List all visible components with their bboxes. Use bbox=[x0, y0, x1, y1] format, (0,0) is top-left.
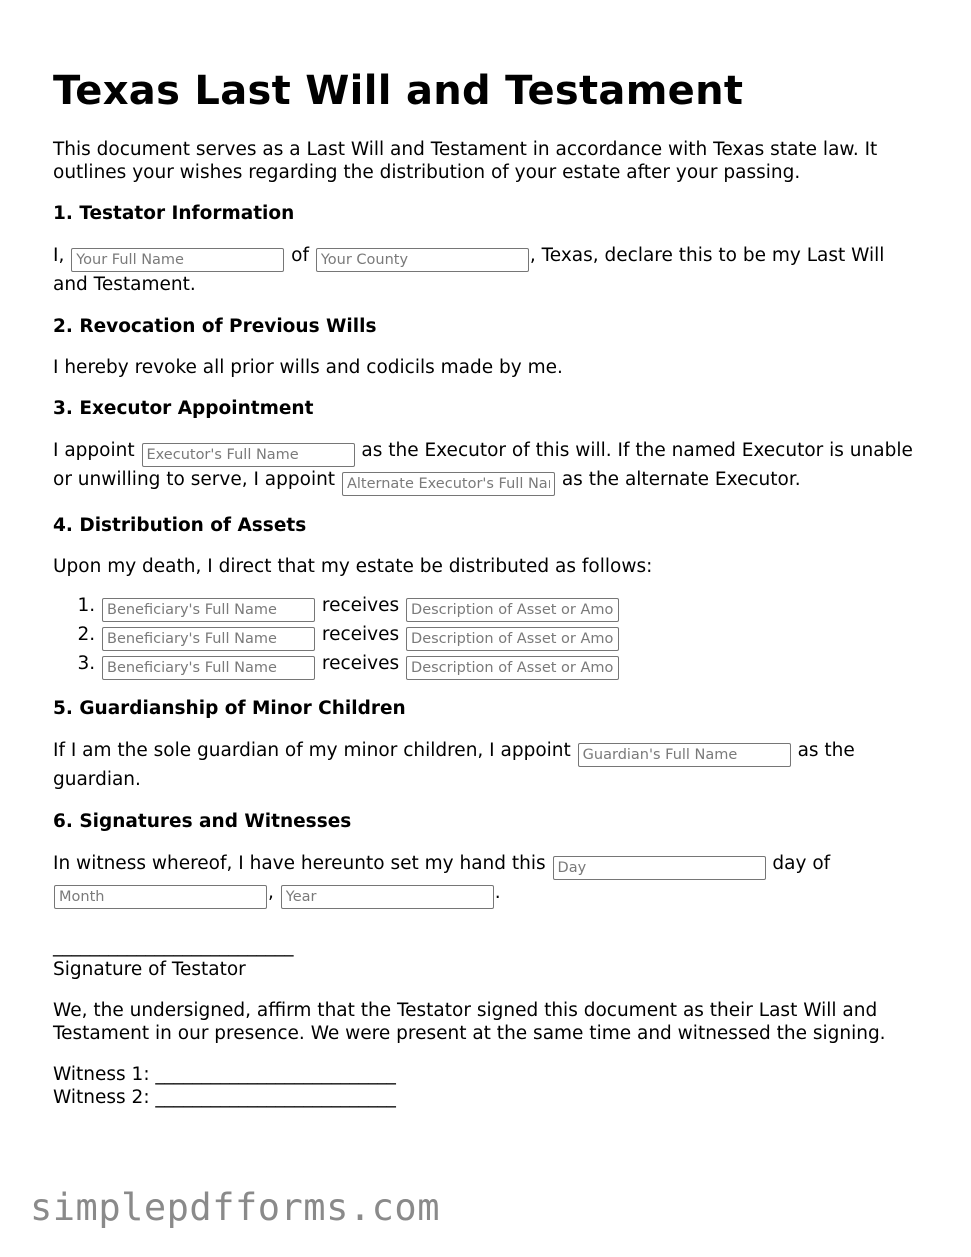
testator-county-input[interactable] bbox=[316, 248, 529, 272]
section-guardianship-heading: 5. Guardianship of Minor Children bbox=[53, 698, 406, 719]
executor-mid: as the Executor of this will. If the named Executor is unable or unwilling to serve, I appoint bbox=[53, 440, 913, 490]
date-pre: In witness whereof, I have hereunto set my hand this bbox=[53, 853, 546, 874]
distribution-text: Upon my death, I direct that my estate be distributed as follows: bbox=[53, 556, 653, 577]
section-testator-heading: 1. Testator Information bbox=[53, 203, 295, 224]
asset-3-input[interactable] bbox=[406, 656, 619, 680]
testator-of: of bbox=[291, 245, 309, 266]
guardian-paragraph bbox=[53, 738, 923, 792]
beneficiary-1-input[interactable] bbox=[102, 598, 315, 622]
will-document bbox=[53, 66, 923, 1109]
receives-label: receives bbox=[321, 624, 400, 645]
guardian-name-input[interactable] bbox=[578, 743, 791, 767]
executor-name-input[interactable] bbox=[142, 443, 355, 467]
month-input[interactable] bbox=[54, 885, 267, 909]
testator-name-input[interactable] bbox=[71, 248, 284, 272]
year-input[interactable] bbox=[281, 885, 494, 909]
guardian-pre: If I am the sole guardian of my minor children, I appoint bbox=[53, 740, 571, 761]
intro-text: This document serves as a Last Will and Testament in accordance with Texas state law. It outlines your wishes regarding the distribution of your estate after your passing. bbox=[53, 139, 878, 183]
list-item bbox=[101, 593, 923, 622]
asset-2-input[interactable] bbox=[406, 627, 619, 651]
testator-signature-block bbox=[53, 935, 923, 981]
receives-label: receives bbox=[321, 653, 400, 674]
executor-post: as the alternate Executor. bbox=[561, 469, 801, 490]
section-revocation-heading: 2. Revocation of Previous Wills bbox=[53, 316, 377, 337]
date-paragraph bbox=[53, 851, 923, 909]
signature-label: Signature of Testator bbox=[53, 959, 246, 980]
revocation-text: I hereby revoke all prior wills and codicils made by me. bbox=[53, 357, 563, 378]
witness-1-line: Witness 1: __________________________ bbox=[53, 1064, 396, 1085]
testator-post: , Texas, declare this to be my Last Will and Testament. bbox=[53, 245, 885, 295]
section-distribution-heading: 4. Distribution of Assets bbox=[53, 515, 307, 536]
affirmation-text: We, the undersigned, affirm that the Testator signed this document as their Last Will and Testament in our presence. We were present at the same time and witnessed the signing. bbox=[53, 1000, 886, 1044]
period: . bbox=[494, 882, 501, 903]
page-title: Texas Last Will and Testament bbox=[53, 68, 744, 114]
section-executor-heading: 3. Executor Appointment bbox=[53, 398, 314, 419]
asset-list bbox=[53, 593, 923, 680]
witness-2-line: Witness 2: __________________________ bbox=[53, 1087, 396, 1108]
list-item bbox=[101, 651, 923, 680]
executor-paragraph bbox=[53, 438, 923, 496]
guardian-post: as the guardian. bbox=[53, 740, 855, 790]
alternate-executor-input[interactable] bbox=[342, 472, 555, 496]
testator-paragraph bbox=[53, 243, 923, 297]
testator-pre: I, bbox=[53, 245, 65, 266]
list-item bbox=[101, 622, 923, 651]
day-input[interactable] bbox=[553, 856, 766, 880]
signature-line: __________________________ bbox=[53, 936, 294, 957]
watermark: simplepdfforms.com bbox=[30, 1186, 440, 1229]
beneficiary-3-input[interactable] bbox=[102, 656, 315, 680]
executor-pre: I appoint bbox=[53, 440, 135, 461]
comma: , bbox=[268, 882, 274, 903]
asset-1-input[interactable] bbox=[406, 598, 619, 622]
section-signatures-heading: 6. Signatures and Witnesses bbox=[53, 811, 352, 832]
beneficiary-2-input[interactable] bbox=[102, 627, 315, 651]
day-of-label: day of bbox=[772, 853, 831, 874]
receives-label: receives bbox=[321, 595, 400, 616]
